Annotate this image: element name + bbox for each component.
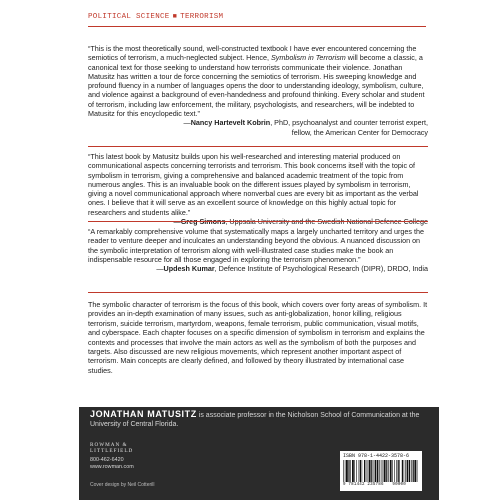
barcode-bar [352,460,354,482]
category-label [88,13,223,21]
barcode-bar [396,460,397,482]
barcode-bar [356,460,357,482]
description-divider [88,292,428,293]
barcode-bar [371,460,372,482]
reviewer-affiliation: , Defence Institute of Psychological Research (DIPR), DRDO, India [214,264,428,274]
barcode-digits: 9 781442 235786 90000 [343,483,406,487]
barcode-bar [402,460,403,482]
author-bio [90,410,430,430]
review-divider [88,221,428,222]
barcode-bar [377,460,379,482]
barcode-bar [383,460,384,482]
barcode-bar [407,460,409,482]
barcode-bar [390,460,392,482]
barcode-bar [360,460,361,482]
barcode-bar [398,460,399,482]
barcode-bar [348,460,349,482]
isbn-label: ISBN 978-1-4422-3578-6 [343,453,410,459]
barcode-bar [375,460,376,482]
barcode-icon [343,460,419,482]
top-divider [88,26,426,27]
barcode-bar [346,460,348,482]
barcode-bar [364,460,365,482]
barcode-bar [379,460,380,482]
separator-icon: ■ [172,13,178,21]
barcode-bar [343,460,344,482]
publisher-logo [90,442,133,454]
publisher-phone: 800-462-6420 [90,457,124,463]
review-kobrin [88,44,428,137]
barcode-bar [409,460,410,482]
review-kumar [88,227,428,273]
author-name: JONATHAN MATUSITZ [90,409,197,419]
book-description [88,300,428,375]
barcode-bar [417,460,418,482]
publisher-website: www.rowman.com [90,464,134,470]
barcode-bar [362,460,363,482]
barcode-bar [369,460,371,482]
barcode-bar [381,460,382,482]
barcode-bar [374,460,375,482]
author-bio-text: is associate professor in the Nicholson School of Communication at the University of Central Florida. [90,412,420,429]
barcode [340,451,422,491]
barcode-bar [359,460,360,482]
barcode-bar [386,460,387,482]
barcode-bar [366,460,367,482]
barcode-bar [413,460,414,482]
publisher-contact [90,457,134,471]
barcode-bar [394,460,395,482]
reviewer-name: Updesh Kumar [163,264,215,274]
barcode-bar [399,460,400,482]
review-divider [88,146,428,147]
review-simons [88,152,428,226]
barcode-bar [411,460,412,482]
review-attribution: —Updesh Kumar, Defence Institute of Psychological Research (DIPR), DRDO, India [156,264,428,274]
reviewer-name: Nancy Hartevelt Kobrin [190,118,271,128]
barcode-bar [404,460,405,482]
barcode-bar [345,460,346,482]
reviewer-affiliation-line2: fellow, the American Center for Democracy [291,127,428,137]
barcode-bar [384,460,386,482]
barcode-bar [350,460,351,482]
publisher-line2: LITTLEFIELD [90,448,134,455]
review-quote: “This latest book by Matusitz builds upon his well-researched and interesting material produced on communicational aspects concerning terrorists and terrorism. This book concerns itself with the topic of symbolism in terrorism, giving a comprehensive and balanced academic treatment of the topic from numerous angles. This is an invaluable book on the different issues played by symbolism in terrorism, giving a novel communicational approach where nonverbal cues are every bit as important as the verbal ones. I believe that it will serve as an excellent source of knowledge on this highly actual topic for researchers and students alike.” [88,152,419,217]
barcode-bar [354,460,355,482]
publisher-line1: ROWMAN & [90,442,128,448]
cover-credit: Cover design by Neil Cotterill [90,482,155,488]
category-terrorism: TERRORISM [180,13,224,21]
barcode-bar [392,460,393,482]
description-text: The symbolic character of terrorism is the focus of this book, which covers over forty areas of symbolism. It provides an in-depth examination of many issues, such as anti-globalization, honor killing, religious terrorism, suicide terrorism, martyrdom, weapons, female terrorism, public communication, visual motifs, and cyberspace. Each chapter focuses on a specific dimension of symbolism in terrorism and explains the contexts and processes that involve the main actors as well as the symbolism of both the purposes and targets. Also discussed are new religious movements, which represent another important aspect of terrorism. Main concepts are clearly defined, and followed by theory illustrated by international case studies. [88,300,428,375]
barcode-bar [368,460,369,482]
category-political-science: POLITICAL SCIENCE [88,13,170,21]
barcode-bar [405,460,406,482]
barcode-bar [388,460,389,482]
price-code: 90000 [392,483,406,487]
reviewer-affiliation: , PhD, psychoanalyst and counter terrorist expert, [270,118,428,128]
review-quote: “This is the most theoretically sound, well-constructed textbook I have ever encountered concerning the semiotics of terrorism, a much-neglected subject. Hence, Symbolism in Terrorism will become a classic, a canonical text for those seeking to understand how terrorists communicate their violence. Jonathan Matusitz has written a tour de force concerning the semiotics of terrorism. His sweeping knowledge and profound fluency in a number of languages opens the door to understanding ideology, symbolism, culture, and violence against a background of even-handedness and profound thinking. Every scholar and student of terrorism, including law enforcement, the military, psychologists, and researchers, will be indebted to Matusitz for this encyclopedic text.” [88,44,425,119]
review-attribution: —Nancy Hartevelt Kobrin, PhD, psychoanalyst and counter terrorist expert, fellow, the American Center for Democracy [88,118,428,137]
barcode-bar [414,460,416,482]
review-quote: “A remarkably comprehensive volume that systematically maps a largely uncharted territory and urges the reader to venture deeper and inculcates an understanding beyond the obvious. A nuanced discussion on the symbolic interpretation of terrorism along with well-illustrated case studies make the book an indispensable resource for all those engaged in exploring the terrorism phenomenon.” [88,227,424,264]
